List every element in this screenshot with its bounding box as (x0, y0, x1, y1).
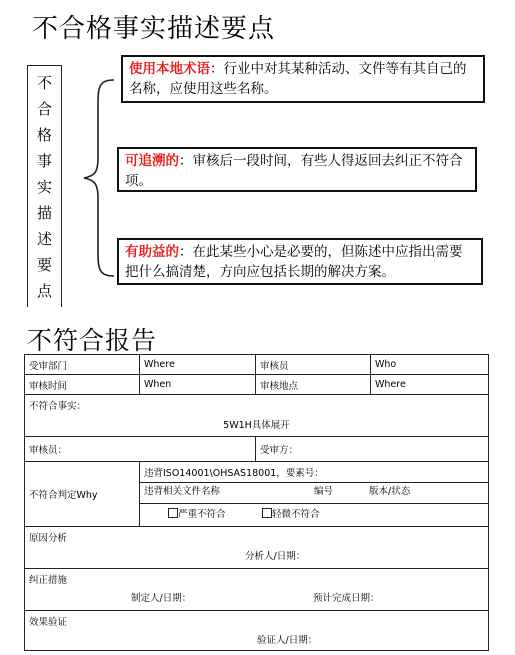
checkbox-icon[interactable] (262, 508, 272, 518)
table-row (25, 462, 489, 483)
severity-cell (140, 504, 489, 527)
vertical-char: 不 (36, 74, 52, 92)
cell-label: 受审部门 (25, 355, 140, 375)
callout-highlight: 可追溯的 (125, 153, 179, 169)
table-row (25, 395, 489, 437)
table-row (25, 437, 489, 462)
callout-text: ：在此某些小心是必要的，但陈述中应指出需要把什么搞清楚，方向应包括长期的解决方案。 (125, 244, 463, 280)
curly-brace-icon (78, 78, 118, 278)
vertical-char: 描 (36, 204, 52, 222)
cause-sign: 分析人/日期： (245, 551, 306, 562)
facts-sub: 5W1H具体展开 (223, 420, 290, 431)
corrective-sign1: 制定人/日期： (131, 593, 192, 604)
vertical-char: 述 (36, 230, 52, 248)
vertical-char: 事 (36, 152, 52, 170)
table-row (25, 569, 489, 611)
vertical-char: 实 (36, 178, 52, 196)
severe-label: 严重不符合 (178, 509, 226, 520)
table-row (25, 527, 489, 569)
cell-label: 审核时间 (25, 375, 140, 395)
vertical-label-box (27, 65, 62, 307)
why-label: 不符合判定Why (25, 462, 140, 527)
table-row (25, 375, 489, 395)
cell-value: Who (371, 355, 489, 375)
callout-helpful (117, 238, 483, 285)
why-line2-version: 版本/状态 (369, 486, 411, 497)
vertical-char: 点 (36, 282, 52, 300)
checkbox-icon[interactable] (168, 508, 178, 518)
section-title-nonconformity-report: 不符合报告 (27, 326, 158, 355)
corrective-cell (25, 569, 489, 611)
vertical-char: 格 (36, 126, 52, 144)
callout-local-terms (121, 55, 485, 103)
minor-option[interactable] (262, 506, 320, 520)
cause-label: 原因分析 (29, 533, 68, 544)
why-line2-cell (140, 483, 489, 504)
facts-cell (25, 395, 489, 437)
nonconformity-report-table (24, 354, 489, 651)
callout-text: ：审核后一段时间，有些人得返回去纠正不符合项。 (125, 153, 463, 189)
callout-text: ：行业中对其某种活动、文件等有其自己的名称，应使用这些名称。 (129, 61, 467, 97)
verify-sign: 验证人/日期： (257, 635, 318, 646)
cell-label: 受审方： (256, 437, 489, 462)
cell-value: Where (140, 355, 256, 375)
minor-label: 轻微不符合 (272, 509, 320, 520)
why-line1: 违背ISO14001\OHSAS18001，要素号： (140, 462, 489, 483)
why-line2: 违背相关文件名称 (144, 486, 221, 497)
vertical-char: 要 (36, 256, 52, 274)
callout-highlight: 使用本地术语 (129, 61, 210, 77)
vertical-char: 合 (36, 100, 52, 118)
verify-label: 效果验证 (29, 617, 68, 628)
cell-label: 审核员 (256, 355, 371, 375)
cell-label: 审核地点 (256, 375, 371, 395)
callout-traceable (117, 147, 477, 192)
section-title-description-points: 不合格事实描述要点 (32, 14, 276, 44)
callout-highlight: 有助益的 (125, 244, 179, 260)
table-row (25, 611, 489, 651)
corrective-label: 纠正措施 (29, 575, 68, 586)
why-line2-number: 编号 (314, 486, 334, 497)
severe-option[interactable] (168, 506, 226, 520)
facts-label: 不符合事实： (29, 401, 87, 412)
cause-cell (25, 527, 489, 569)
cell-value: When (140, 375, 256, 395)
table-row (25, 355, 489, 375)
cell-value: Where (371, 375, 489, 395)
cell-label: 审核员： (25, 437, 256, 462)
corrective-sign2: 预计完成日期： (313, 593, 380, 604)
verify-cell (25, 611, 489, 651)
